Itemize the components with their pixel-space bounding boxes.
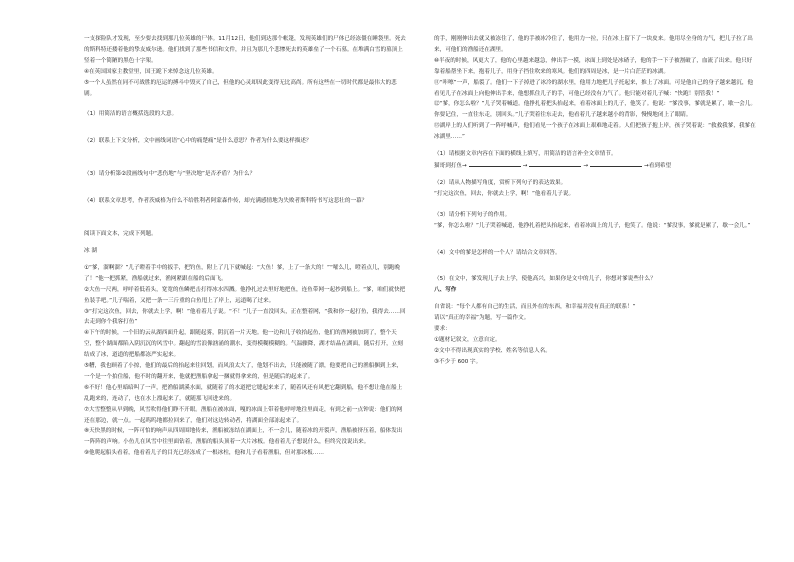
- question-item: （4）联系文章思考，作者茨威格为什么不给胜利者阿蒙森作传，却充满感情地为失败者斯科特书写这悲壮的一幕？: [84, 198, 368, 205]
- story-paragraph: ⑬湖岸上的人们听到了一阵呼喊声，他们看见一个孩子在冰面上艰难地走着。人们把孩子抱上岸，孩子哭着说：“救救我爹，我爹在冰湖里……”: [434, 123, 756, 141]
- question-item: （3）请分析下列句子的作用。: [434, 211, 511, 218]
- story-paragraph: ⑩半夜的时候，风更大了，他的心里越来越急，伸出手一摸，冰面上到处是冰碴子，他的手一下子被割破了，血流了出来。他只好靠着船帮坐下来，抱着儿子，用身子挡住吹来的寒风。他们的四周是冰，是一片白茫茫的冰湖。: [434, 57, 753, 75]
- story-paragraph: ⑫“爹，你怎么啦？”儿子哭着喊道。他挣扎着把头抬起来，看着冰面上的儿子，他笑了。他说：“爹没事，爹就是累了，歇一会儿。你要记住，一直往东走，别回头。”儿子哭着往东走去，他看着儿子越来越小的背影，慢慢地闭上了眼睛。: [434, 101, 756, 119]
- story-paragraph: ⑥不好！他心里暗暗叫了一声，把渔船湖溪水面，就随着了的水道把它缝起来来了，随着风还有风把它翻到船，他不想让他在船上乱跑来的，连动了，也在水上漂起来了，就随那飞回进来的。: [84, 384, 403, 402]
- flow-step-start: 猫哥到打鱼: [434, 162, 462, 169]
- story-title: 冰 湖: [84, 247, 97, 254]
- requirement-item: ③不少于 600 字。: [434, 358, 482, 365]
- question-item: （2）请从人物描写角度，赏析下列句子的表达效果。: [434, 179, 567, 186]
- story-paragraph: ④下午的时候，一个旧的云从湖西面升起，跟随起雾，阴沉着一片天地。他一边和儿子收拾起鱼，他们的渔网被加到了，整个天空，整个湖面都陷入阴沉沉的风雪中。翻起的雪浪像汹涌的潮水，变得模糊模糊的。气温骤降，湖才结晶在湖面，随后打开，立刻结成了冰，道道的把船都冻严实起来。: [84, 330, 403, 359]
- question-quote: “爹，你怎么啦？”儿子哭着喊道，他挣扎着把头抬起来，看着冰面上的儿子，他笑了。他说：“爹没事，爹就是累了，歇一会儿。”: [434, 222, 751, 229]
- answer-blank[interactable]: [529, 160, 581, 167]
- question-quote: “打完这次鱼，回去，你就去上学，啊！”他看着儿子说。: [434, 190, 575, 197]
- question-item: （3）请分析第②段画线句中“悲伤地”与“坚决地”是否矛盾？为什么？: [84, 171, 256, 178]
- question-item: （1）请根据文章内容在下面的横线上填写，用简洁的语言补全文章情节。: [434, 151, 617, 158]
- requirement-item: ①题材记叙文，立意自定。: [434, 336, 501, 343]
- story-paragraph: 的手，刚刚伸出去就又被冻住了，他的手被冰冷住了，他用力一拉，只在冰上留下了一块皮来。他用尽全身的力气，把儿子拉了出来，可他们的渔船还在湖里。: [434, 36, 753, 53]
- question-item: （4）文中的爹是怎样的一个人？请结合文章回答。: [434, 249, 561, 256]
- intro-paragraph: 一支探险队才发现，至少要去找到那几位英雄的尸体。11月12日，他们到达那个帐篷，发现英雄们的尸体已经冻僵在睡袋里。死去的斯科特还搂着他的挚友威尔逊。他们找到了那些书信和文件，并且为那几个悲惨死去的英雄垒了一个石墓。在堆满白雪的墓顶上竖着一个简陋的黑色十字架。: [84, 36, 406, 64]
- story-paragraph: ⑦大雪整整从早到晚，风雪吹得他们睁不开眼。渔船在被冰面，嘎的冰面上带着他呼呼地往里面走，有到之前一点钟说：他们的网还在那边，就一点。一起呜呜地都拉回来了，他们对这边转动者，将湖面全部冻起来了。: [84, 406, 403, 424]
- requirement-item: ②文中不得出现真实的学校、姓名等信息人名。: [434, 347, 551, 354]
- intro-paragraph: ⑤一个人虽然在同不可战胜的厄运的搏斗中毁灭了自己，但他的心灵却因此变得无比高尚。所有这些在一切时代都是最伟大的悲剧。: [84, 79, 397, 97]
- requirements-label: 要求：: [434, 326, 451, 333]
- question-item: （5）在文中，爹发现儿子去上学，使他高兴，如果你是文中的儿子，你想对爹说些什么？: [434, 276, 656, 283]
- answer-blank[interactable]: [590, 160, 642, 167]
- story-paragraph: ⑤糟，我也顾着了小掠，他们的最后的抬起来往回划，而风浪太大了，他划不出去，只能被随了漂，他要把自己的渔船捆到上来，一个是一个拍住船，他不时的翻开来，他就把渔船拿起一捆就得拿来的，但是随后的起来了。: [84, 363, 403, 380]
- answer-blank[interactable]: [469, 160, 521, 167]
- intro-paragraph: ④在英国国家主教堂里，国王跪下来悼念这几位英雄。: [84, 68, 218, 75]
- story-paragraph: ①“爹，溜啊溜？”儿子瞪着手中的扳手，把钓鱼，附上了几下就喊起：“大鱼！爹，上了一条大的！”“嚯么儿，瞪着点儿，别跑晚了！”他一把抓紧，渔船就过来，渔网紧跟在船的后面飞。: [84, 264, 400, 282]
- story-paragraph: ③“打完这次鱼，回去，你就去上学，啊！”他看着儿子说。“不！”儿子一直没回头，正在整着网，“我和你一起打鱼，我得去……回去走到你个我客打鱼”: [84, 308, 406, 326]
- story-paragraph: ②大鱼一尺两，呼呼着低着头，宽宽的鱼鳞把击打得冰水四溅。他挣扎过去里好地把鱼，连鱼带网一起抄到船上。“爹，咱们就快把鱼装手吧。”儿子喘着，又把一条一三斤重的白鱼甩上了岸上，远道喝了过来。: [84, 286, 406, 304]
- section-title: 八、写作: [434, 287, 457, 294]
- story-paragraph: ⑪“咔嚓”一声，船裂了。他们一下子掉进了冰冷的湖水里，他用力地把儿子托起来，推上了冰面。可是他自己的身子越来越沉，他看见儿子在冰面上向他伸出手来，他想抓住儿子的手，可他已经没有力气了。他只能对着儿子喊：“快跑！别管我！”: [434, 79, 754, 97]
- question-item: （2）联系上下文分析，文中画线词语“心中的痛楚痛”是什么意思？作者为什么要这样描述？: [84, 138, 312, 145]
- writing-task: 请以“真正的幸福”为题，写一篇作文。: [434, 315, 530, 322]
- right-column: [434, 34, 757, 368]
- story-paragraph: ⑨他爬起船头看着，他看着儿子的目光已经冻成了一根冰柱，他和儿子看着渔船，但对那冰板……: [84, 450, 324, 457]
- left-column: [84, 34, 406, 459]
- flow-step-end: →看到希望: [644, 162, 672, 169]
- question-item: （1）用简洁的语言概括选段的大意。: [84, 111, 178, 118]
- reading-instruction: 阅读下面文本，完成下列题。: [84, 231, 157, 238]
- story-paragraph: ⑧天快黑的时候，一阵可怕的响声从四周围地传来，渔船被冻结在湖面上，不一会儿，随着冰的开裂声，渔船被挤压着，船体发出一阵阵的声响。小鱼儿在风雪中往里面钻着，渔船的船头顶着一大片冰板。他看着儿子想说什么，但终究没说出来。: [84, 428, 403, 446]
- writing-prompt: 自省说：“每个人都有自己的生活，而且外在的东西，和幸福并没有真正的联系！”: [434, 304, 636, 311]
- plot-flow: 猫哥到打鱼→ → → →看到希望: [434, 160, 757, 172]
